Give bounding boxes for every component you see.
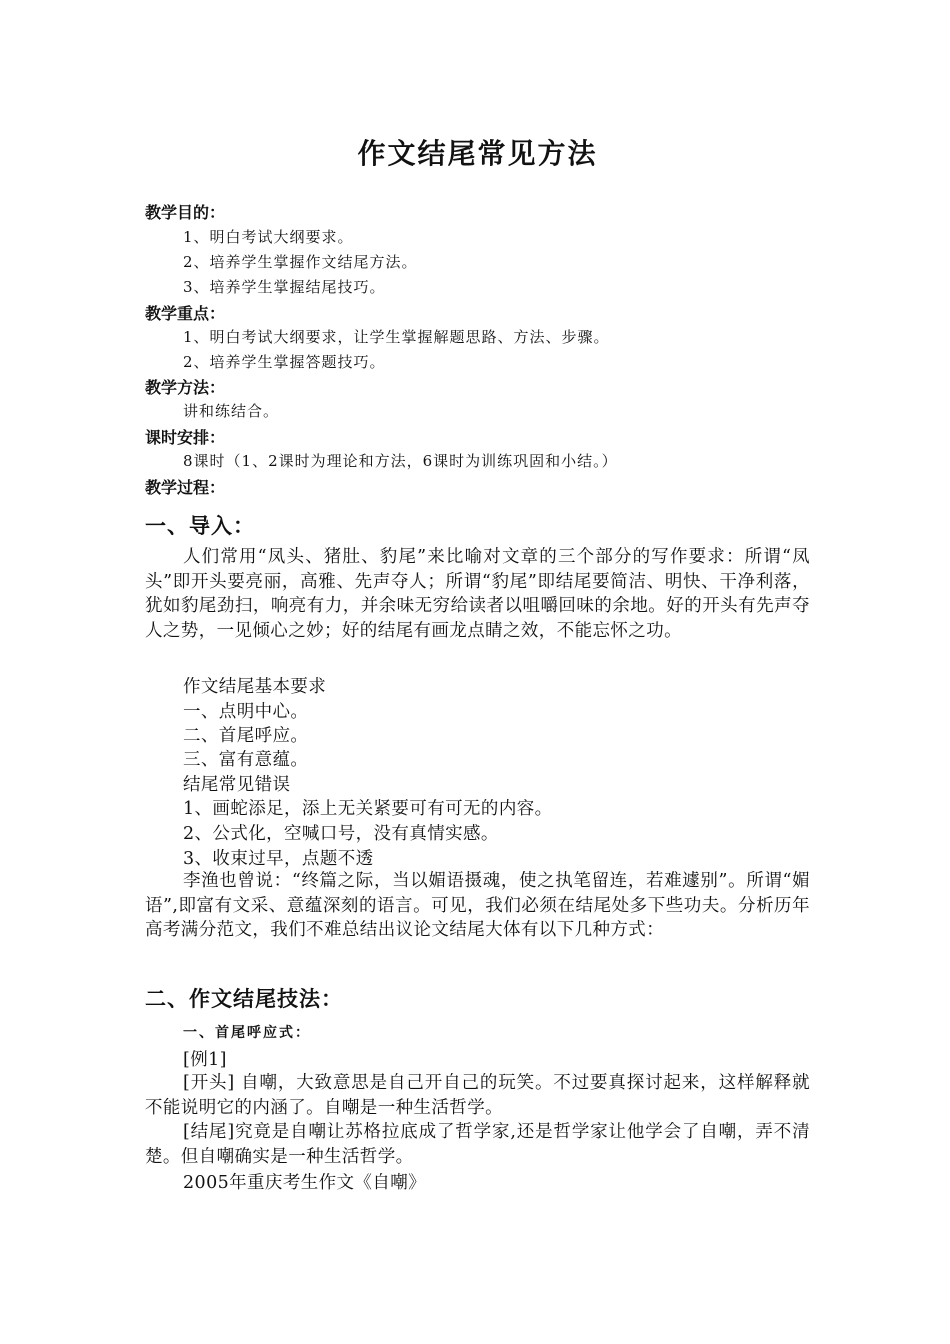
document-title: 作文结尾常见方法: [357, 137, 598, 170]
section2-heading: 二、作文结尾技法：: [145, 987, 343, 1011]
process-heading: 教学过程：: [145, 478, 226, 497]
requirement-item: 三、富有意蕴。: [183, 750, 309, 770]
objective-item: 2、培养学生掌握作文结尾方法。: [183, 253, 418, 271]
example-opening: [开头] 自嘲，大致意思是自己开自己的玩笑。不过要真探讨起来，这样解释就不能说明它的内涵了。自嘲是一种生活哲学。: [145, 1073, 810, 1118]
method-text: 讲和练结合。: [183, 402, 280, 420]
error-item: 1、画蛇添足，添上无关紧要可有可无的内容。: [183, 799, 553, 819]
error-item: 2、公式化，空喊口号，没有真情实感。: [183, 824, 499, 844]
section1-heading: 一、导入：: [145, 514, 255, 538]
example-label: [例1]: [183, 1050, 227, 1070]
schedule-heading: 课时安排：: [145, 428, 226, 447]
schedule-text: 8课时（1、2课时为理论和方法，6课时为训练巩固和小结。）: [183, 452, 618, 470]
objective-item: 3、培养学生掌握结尾技巧。: [183, 278, 386, 296]
requirements-title: 作文结尾基本要求: [183, 677, 327, 697]
errors-title: 结尾常见错误: [183, 775, 291, 795]
subsection-heading: 一、首尾呼应式：: [183, 1025, 311, 1041]
requirement-item: 一、点明中心。: [183, 702, 309, 722]
example-ending: [结尾]究竟是自嘲让苏格拉底成了哲学家,还是哲学家让他学会了自嘲，弄不清楚。但自嘲确实是一种生活哲学。: [145, 1122, 810, 1167]
error-item: 3、收束过早，点题不透: [183, 849, 374, 869]
key-point-item: 2、培养学生掌握答题技巧。: [183, 353, 386, 371]
example-source: 2005年重庆考生作文《自嘲》: [183, 1173, 427, 1193]
method-heading: 教学方法：: [145, 378, 226, 397]
objectives-heading: 教学目的：: [145, 203, 226, 222]
key-point-item: 1、明白考试大纲要求，让学生掌握解题思路、方法、步骤。: [183, 328, 610, 346]
key-points-heading: 教学重点：: [145, 304, 226, 323]
intro-paragraph: 人们常用“凤头、猪肚、豹尾”来比喻对文章的三个部分的写作要求：所谓“凤头”即开头要亮丽，高雅、先声夺人；所谓“豹尾”即结尾要简洁、明快、干净利落，犹如豹尾劲扫，响亮有力，并余味无穷给读者以咀嚼回味的余地。好的开头有先声夺人之势，一见倾心之妙；好的结尾有画龙点睛之效，不能忘怀之功。: [145, 547, 810, 641]
quote-paragraph: 李渔也曾说：“终篇之际，当以媚语摄魂，使之执笔留连，若难遽别”。所谓“媚语”,即富有文采、意蕴深刻的语言。可见，我们必须在结尾处多下些功夫。分析历年高考满分范文，我们不难总结出议论文结尾大体有以下几种方式：: [145, 871, 810, 940]
objective-item: 1、明白考试大纲要求。: [183, 228, 354, 246]
requirement-item: 二、首尾呼应。: [183, 726, 309, 746]
